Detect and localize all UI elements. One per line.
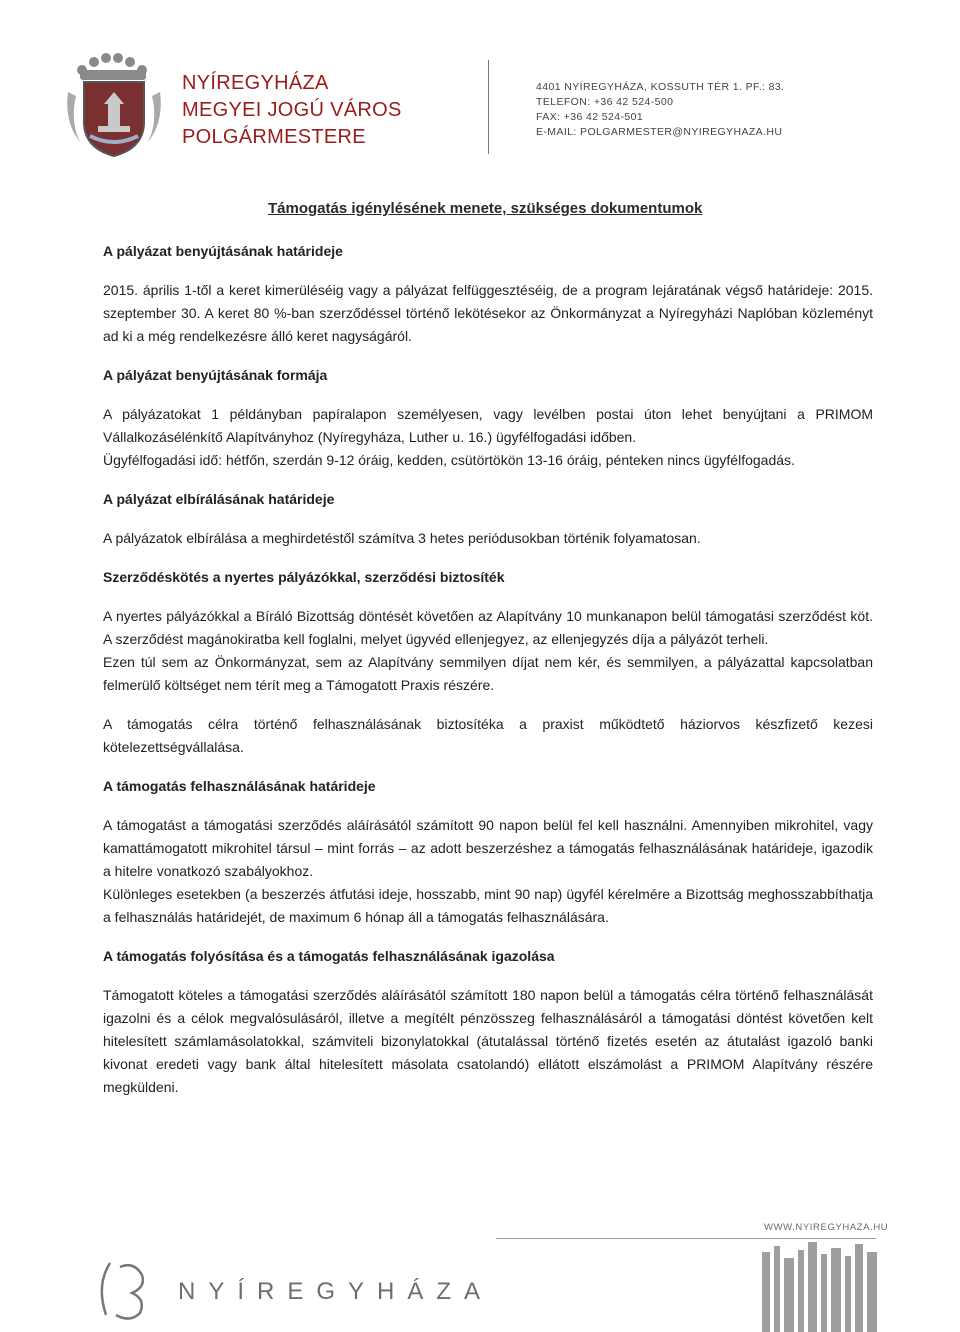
fax: FAX: +36 42 524-501 [536, 111, 644, 123]
section-heading-disbursement: A támogatás folyósítása és a támogatás felhasználásának igazolása [103, 948, 555, 964]
section-text-office-hours: Ügyfélfogadási idő: hétfőn, szerdán 9-12 óráig, kedden, csütörtökön 13-16 óráig, pénteken nincs ügyfélfogadás. [103, 452, 795, 468]
document-title: Támogatás igénylésének menete, szükséges dokumentumok [268, 200, 703, 217]
section-heading-evaluation: A pályázat elbírálásának határideje [103, 491, 335, 507]
section-text-disbursement: Támogatott köteles a támogatási szerződés aláírásától számított 180 napon belül a támogatás célra történő felhasználását igazolni és a célok megvalósulásáról, illetve a megítélt pénzösszeg felhasználásáról a támogatási döntést követően kelt hitelesített számlamásolatokkal, számviteli bizonylatokkal (átutalással történő fizetés esetén az átutalást igazoló banki kivonat eredeti vagy bank által hitelesített másolata csatolandó) ellátott elszámolást a PRIMOM Alapítvány részére megküldeni. [103, 987, 873, 1095]
office-line-city: NYÍREGYHÁZA [182, 72, 329, 94]
office-title [182, 70, 402, 151]
address: 4401 NYÍREGYHÁZA, KOSSUTH TÉR 1. PF.: 83. [536, 81, 785, 93]
section-text-usage-2: Különleges esetekben (a beszerzés átfutási ideje, hosszabb, mint 90 nap) ügyfél kérelmére a Bizottság meghosszabbíthatja a felhasználás határidejét, de maximum 6 hónap áll a támogatás felhasználására. [103, 886, 873, 925]
office-line-county: MEGYEI JOGÚ VÁROS [182, 99, 402, 121]
coat-of-arms-icon [60, 52, 168, 160]
phone: TELEFON: +36 42 524-500 [536, 96, 674, 108]
footer-building-graphic-icon [760, 1242, 880, 1332]
office-line-mayor: POLGÁRMESTERE [182, 126, 366, 148]
section-text-form: A pályázatokat 1 példányban papíralapon személyesen, vagy levélben postai úton lehet benyújtani a PRIMOM Vállalkozásélénkítő Alapítványhoz (Nyíregyháza, Luther u. 16.) ügyfélfogadási időben. [103, 406, 873, 445]
city-logo-icon [90, 1255, 160, 1325]
contact-block [536, 80, 784, 140]
section-text-contract-1: A nyertes pályázókkal a Bíráló Bizottság döntését követően az Alapítvány 10 munkanapon belül támogatási szerződést köt. A szerződést magánokiratba kell foglalni, melyet ügyvéd ellenjegyez, az ellenjegyzés díja a pályázót terheli. [103, 608, 873, 647]
section-text-deadline: 2015. április 1-től a keret kimerüléséig vagy a pályázat felfüggesztéséig, de a program lejáratának végső határideje: 2015. szeptember 30. A keret 80 %-ban szerződéssel történő lekötésekor az Önkormányzat a Nyíregyházi Naplóban közleményt ad ki a még rendelkezésre álló keret nagyságáról. [103, 282, 873, 344]
section-text-usage-1: A támogatást a támogatási szerződés aláírásától számított 90 napon belül fel kell használni. Amennyiben mikrohitel, vagy kamattámogatott mikrohitel társul – mint forrás – az adott beszerzéshez a támogatás felhasználásának határideje, igazodik a hitelre vonatkozó szabályokhoz. [103, 817, 873, 879]
section-heading-contract: Szerződéskötés a nyertes pályázókkal, szerződési biztosíték [103, 569, 505, 585]
section-heading-usage: A támogatás felhasználásának határideje [103, 778, 376, 794]
section-text-evaluation: A pályázatok elbírálása a meghirdetéstől számítva 3 hetes periódusokban történik folyamatosan. [103, 530, 701, 546]
header-divider [488, 60, 489, 154]
section-heading-form: A pályázat benyújtásának formája [103, 367, 328, 383]
section-text-contract-3: A támogatás célra történő felhasználásának biztosítéka a praxist működtető háziorvos készfizető kezesi kötelezettségvállalása. [103, 716, 873, 755]
section-heading-deadline: A pályázat benyújtásának határideje [103, 243, 343, 259]
email-link[interactable]: E-MAIL: POLGARMESTER@NYIREGYHAZA.HU [536, 126, 783, 138]
footer-divider [496, 1238, 876, 1239]
section-text-contract-2: Ezen túl sem az Önkormányzat, sem az Alapítvány semmilyen díjat nem kér, és semmilyen, a pályázattal kapcsolatban felmerülő költséget nem térít meg a Támogatott Praxis részére. [103, 654, 873, 693]
footer-website-link[interactable]: WWW.NYIREGYHAZA.HU [764, 1222, 889, 1233]
document-body [103, 240, 873, 1099]
footer-city-name: NYÍREGYHÁZA [178, 1278, 494, 1305]
